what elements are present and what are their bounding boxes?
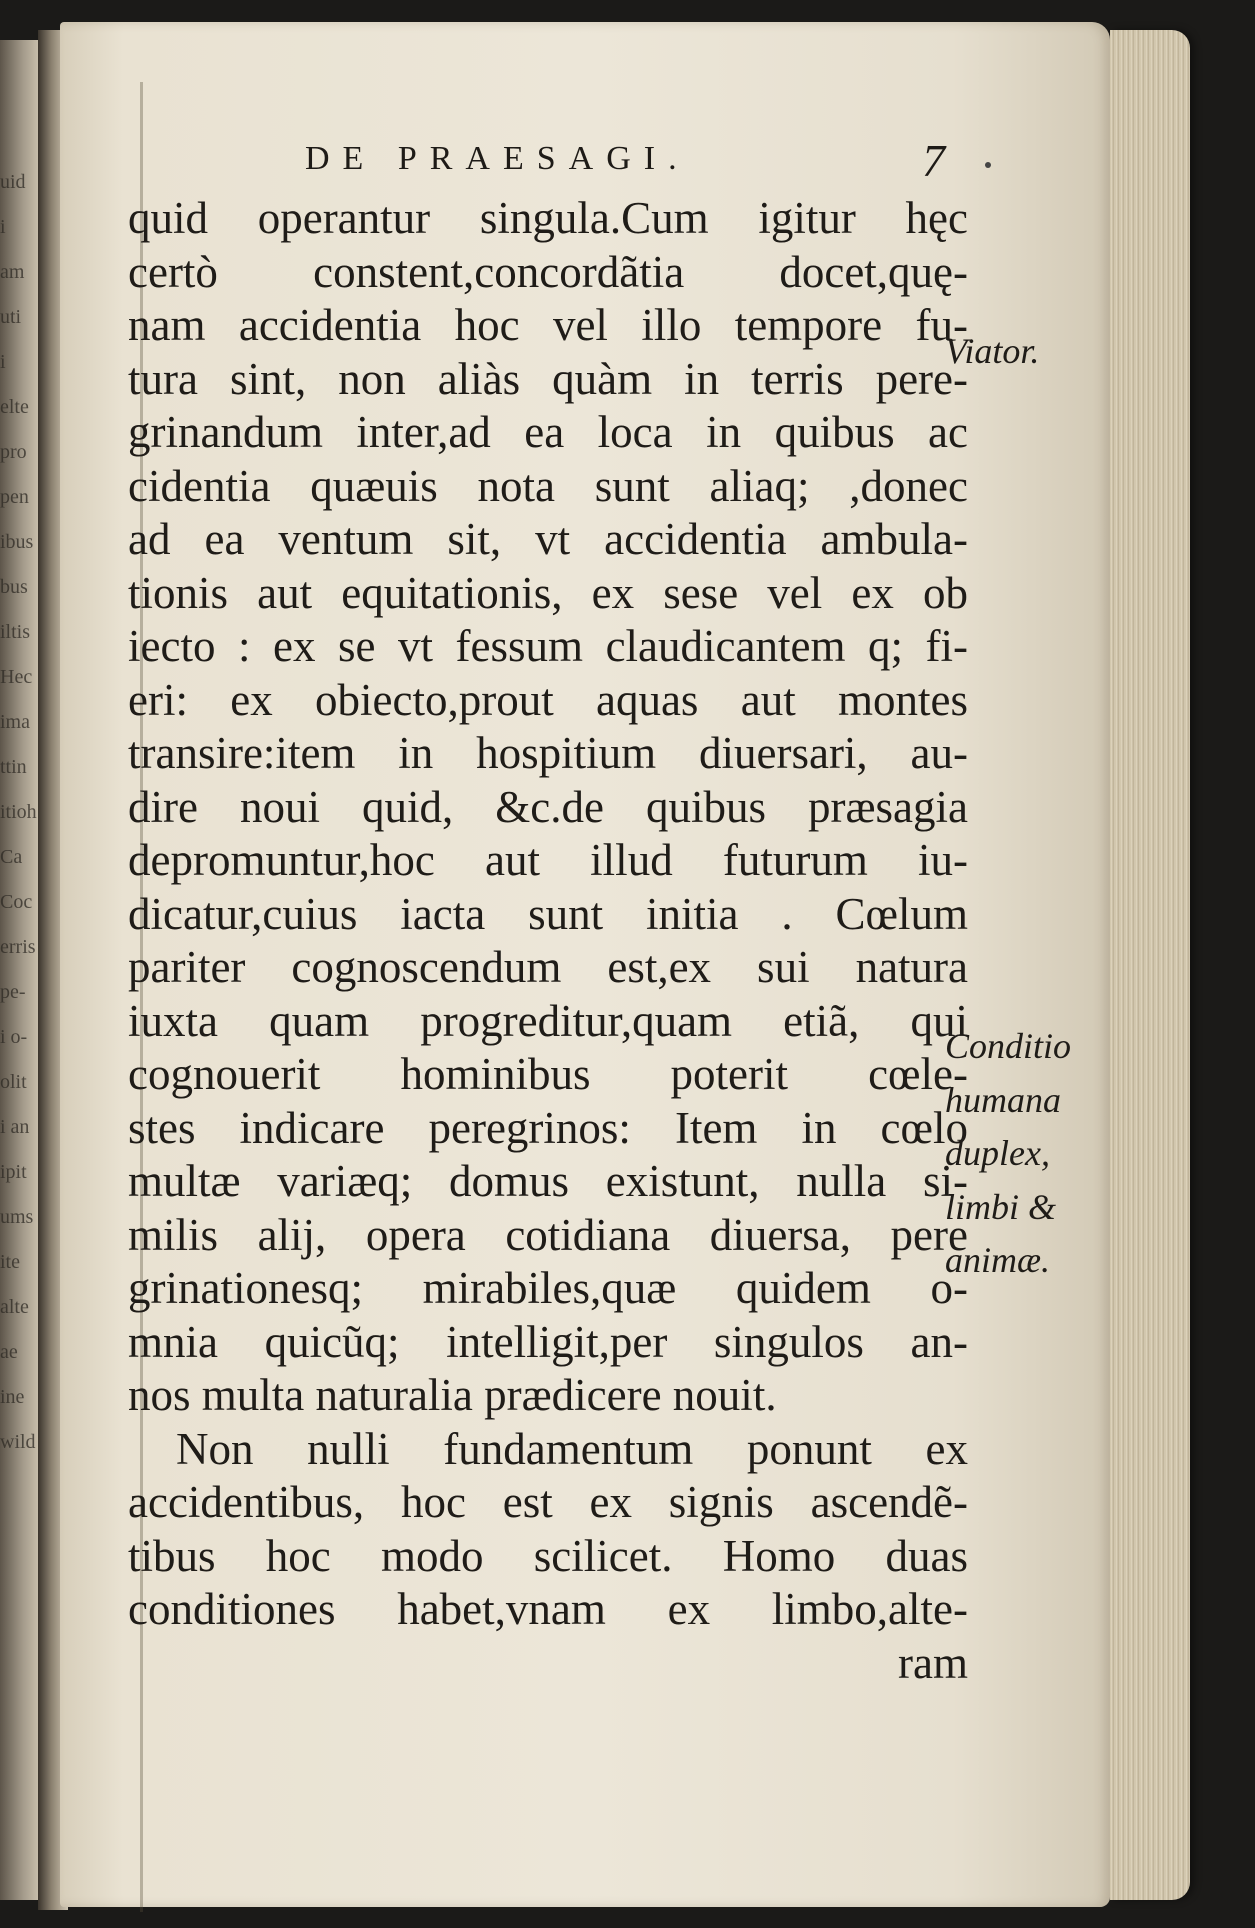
fragment-line: uti: [0, 306, 22, 328]
text-line: quid operantur singula.Cum igitur hęc: [128, 193, 968, 243]
fragment-line: ibus: [0, 531, 34, 553]
margin-note-line: Conditio: [945, 1026, 1072, 1066]
text-line: dire noui quid, &c.de quibus præsagia: [128, 781, 968, 832]
running-title: DE PRAESAGI.: [305, 140, 690, 177]
fragment-line: pro: [0, 441, 27, 463]
fragment-line: uid: [0, 171, 26, 193]
fragment-line: i o-: [0, 1026, 28, 1048]
fragment-line: ite: [0, 1251, 20, 1273]
text-line: multæ variæq; domus existunt, nulla si-: [128, 1156, 968, 1206]
text-line: tibus hoc modo scilicet. Homo duas: [128, 1530, 968, 1581]
text-line: cidentia quæuis nota sunt aliaq; ,donec: [128, 460, 968, 511]
fragment-line: Hec: [0, 666, 33, 688]
body-text: [128, 192, 968, 1690]
fragment-line: itioh: [0, 801, 37, 823]
margin-note-viator: [945, 325, 1125, 379]
text-line: cognouerit hominibus poterit cœle-: [128, 1049, 968, 1099]
fragment-line: ums: [0, 1206, 34, 1228]
text-line: mnia quicũq; intelligit,per singulos an-: [128, 1316, 968, 1367]
text-line: transire:item in hospitium diuersari, au-: [128, 728, 968, 778]
fragment-line: elte: [0, 396, 29, 418]
text-line: eri: ex obiecto,prout aquas aut montes: [128, 674, 968, 725]
text-line: depromuntur,hoc aut illud futurum iu-: [128, 835, 968, 885]
book-page: [60, 22, 1110, 1907]
margin-note-line: animæ.: [945, 1240, 1051, 1280]
text-line: Non nulli fundamentum ponunt ex: [176, 1423, 968, 1474]
fragment-line: wild: [0, 1431, 36, 1453]
page-number: 7: [922, 135, 945, 186]
page-block-edges: [1110, 30, 1190, 1900]
ink-speck: [985, 162, 991, 168]
fragment-line: Coc: [0, 891, 33, 913]
fragment-line: ae: [0, 1341, 18, 1363]
fragment-line: ttin: [0, 756, 27, 778]
fragment-line: erris: [0, 936, 36, 958]
text-line: nos multa naturalia prædicere nouit.: [128, 1370, 777, 1420]
text-line: dicatur,cuius iacta sunt initia . Cœlum: [128, 888, 968, 939]
fragment-line: am: [0, 261, 25, 283]
text-line: ad ea ventum sit, vt accidentia ambula-: [128, 514, 968, 564]
margin-note-conditio: [945, 1020, 1125, 1288]
fragment-line: alte: [0, 1296, 29, 1318]
fragment-line: ine: [0, 1386, 25, 1408]
fragment-line: pen: [0, 486, 29, 508]
margin-note-line: humana: [945, 1079, 1061, 1120]
text-line: grinationesq; mirabiles,quæ quidem o-: [128, 1263, 968, 1313]
text-line: certò constent,concordãtia docet,quę-: [128, 246, 968, 297]
running-header: [305, 135, 945, 190]
fragment-line: Ca: [0, 846, 23, 868]
fragment-line: i an: [0, 1116, 30, 1138]
text-line: nam accidentia hoc vel illo tempore fu-: [128, 300, 968, 350]
margin-note-line: Viator.: [945, 331, 1040, 371]
previous-page-text-fragments: [0, 160, 40, 1465]
fragment-line: iltis: [0, 621, 31, 643]
fragment-line: i: [0, 216, 6, 238]
text-line: iecto : ex se vt fessum claudicantem q; fi-: [128, 621, 968, 671]
text-line: stes indicare peregrinos: Item in cœlo: [128, 1102, 968, 1153]
margin-note-line: limbi &: [945, 1186, 1057, 1227]
text-line: ram: [898, 1637, 968, 1688]
margin-note-line: duplex,: [945, 1133, 1050, 1173]
text-line: conditiones habet,vnam ex limbo,alte-: [128, 1584, 968, 1634]
fragment-line: i: [0, 351, 6, 373]
fragment-line: olit: [0, 1071, 27, 1093]
text-line: tionis aut equitationis, ex sese vel ex ob: [128, 567, 968, 618]
text-line: pariter cognoscendum est,ex sui natura: [128, 942, 968, 992]
fragment-line: ipit: [0, 1161, 27, 1183]
fragment-line: ima: [0, 711, 30, 733]
text-line: tura sint, non aliàs quàm in terris pere-: [128, 353, 968, 404]
text-line: grinandum inter,ad ea loca in quibus ac: [128, 407, 968, 457]
text-line: accidentibus, hoc est ex signis ascendẽ-: [128, 1477, 968, 1527]
fragment-line: pe-: [0, 981, 26, 1003]
text-line: iuxta quam progreditur,quam etiã, qui: [128, 995, 968, 1046]
text-line: milis alij, opera cotidiana diuersa, pere: [128, 1209, 968, 1260]
fragment-line: bus: [0, 576, 28, 598]
